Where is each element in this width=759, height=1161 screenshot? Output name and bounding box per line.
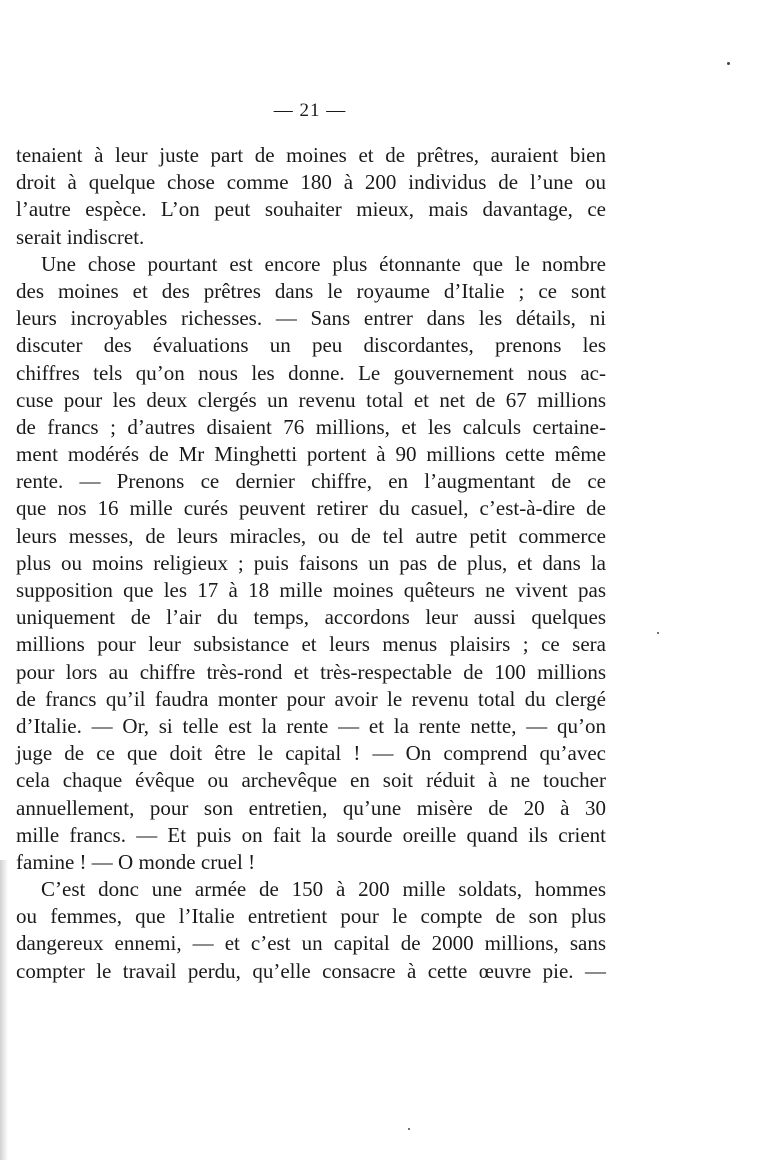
paper-speck	[657, 632, 659, 634]
text-line: supposition que les 17 à 18 mille moines quêteurs ne vivent pas	[16, 578, 606, 602]
text-line: droit à quelque chose comme 180 à 200 individus de l’une ou	[16, 170, 606, 195]
text-line: C’est donc une armée de 150 à 200 mille soldats, hommes	[41, 877, 606, 902]
text-line: de francs qu’il faudra monter pour avoir le revenu total du clergé	[16, 686, 606, 711]
text-line: rente. — Prenons ce dernier chiffre, en l’augmentant de ce	[16, 469, 606, 494]
text-line: juge de ce que doit être le capital ! — On comprend qu’avec	[16, 741, 606, 766]
text-line: chiffres tels qu’on nous les donne. Le gouvernement nous ac-	[16, 360, 606, 385]
text-line: Une chose pourtant est encore plus étonnante que le nombre	[41, 251, 606, 276]
text-line: de francs ; d’autres disaient 76 millions, et les calculs certaine-	[16, 414, 606, 439]
text-line: annuellement, pour son entretien, qu’une misère de 20 à 30	[16, 795, 606, 820]
text-line: compter le travail perdu, qu’elle consacre à cette œuvre pie. —	[16, 958, 606, 983]
text-line: plus ou moins religieux ; puis faisons un pas de plus, et dans la	[16, 550, 606, 575]
text-line: mille francs. — Et puis on fait la sourde oreille quand ils crient	[16, 822, 606, 847]
text-line: tenaient à leur juste part de moines et de prêtres, auraient bien	[16, 143, 606, 167]
text-line: l’autre espèce. L’on peut souhaiter mieux, mais davantage, ce	[16, 197, 606, 222]
text-line: d’Italie. — Or, si telle est la rente — et la rente nette, — qu’on	[16, 713, 606, 738]
page-edge-shadow	[0, 860, 8, 1160]
page-number: — 21 —	[273, 100, 347, 121]
paper-speck	[727, 62, 730, 65]
text-line: uniquement de l’air du temps, accordons leur aussi quelques	[16, 605, 606, 630]
text-line: discuter des évaluations un peu discordantes, prenons les	[16, 333, 606, 358]
paper-speck	[408, 1128, 410, 1130]
text-line: dangereux ennemi, — et c’est un capital de 2000 millions, sans	[16, 931, 606, 956]
text-line: cela chaque évêque ou archevêque en soit réduit à ne toucher	[16, 768, 606, 793]
text-line: cuse pour les deux clergés un revenu total et net de 67 millions	[16, 387, 606, 412]
text-line: millions pour leur subsistance et leurs menus plaisirs ; ce sera	[16, 632, 606, 657]
text-line: ou femmes, que l’Italie entretient pour le compte de son plus	[16, 904, 606, 929]
text-line: leurs messes, de leurs miracles, ou de tel autre petit commerce	[16, 523, 606, 548]
text-line: leurs incroyables richesses. — Sans entrer dans les détails, ni	[16, 306, 606, 331]
text-line: pour lors au chiffre très-rond et très-respectable de 100 millions	[16, 659, 606, 684]
text-line: des moines et des prêtres dans le royaume d’Italie ; ce sont	[16, 278, 606, 303]
text-line: ment modérés de Mr Minghetti portent à 90 millions cette même	[16, 442, 606, 467]
text-line: serait indiscret.	[16, 224, 145, 249]
body-text	[16, 142, 606, 985]
text-line: famine ! — O monde cruel !	[16, 849, 256, 874]
text-line: que nos 16 mille curés peuvent retirer du casuel, c’est-à-dire de	[16, 496, 606, 521]
